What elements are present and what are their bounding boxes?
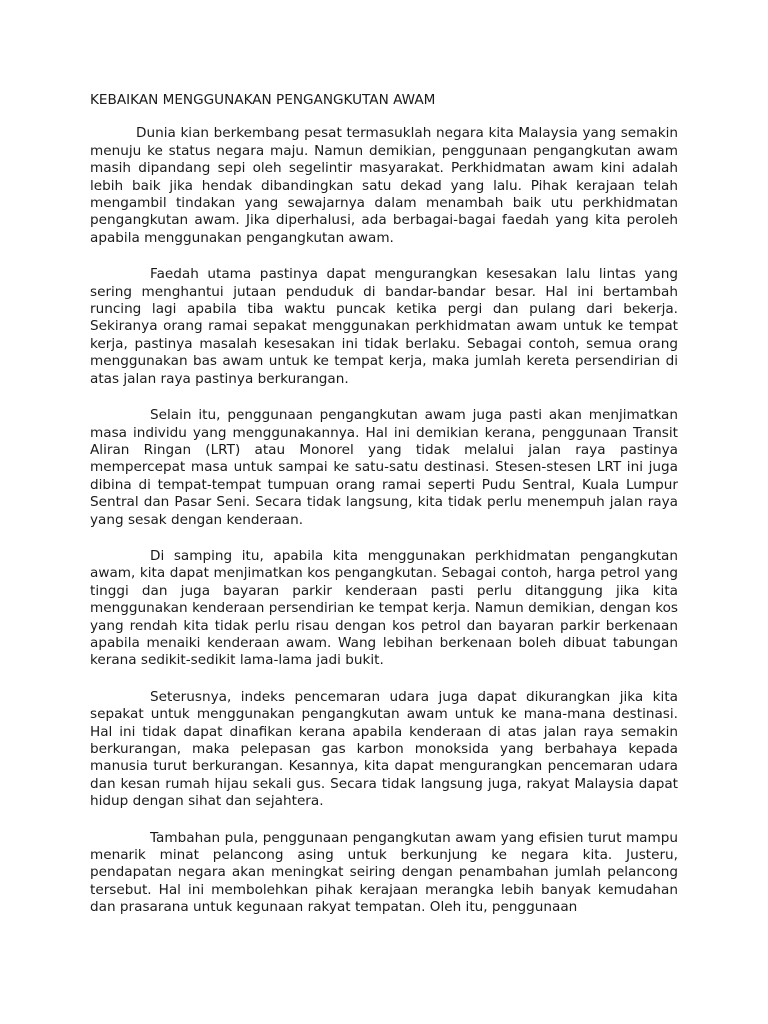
- paragraph-tourism: Tambahan pula, penggunaan pengangkutan awam yang efisien turut mampu menarik minat pelancong asing untuk berkunjung ke negara kita. Justeru, pendapatan negara akan meningkat seiring dengan penambahan jumlah pelancong tersebut. Hal ini membolehkan pihak kerajaan merangka lebih banyak kemudahan dan prasarana untuk kegunaan rakyat tempatan. Oleh itu, penggunaan: [90, 829, 678, 916]
- paragraph-air-pollution: Seterusnya, indeks pencemaran udara juga dapat dikurangkan jika kita sepakat untuk menggunakan pengangkutan awam untuk ke mana-mana destinasi. Hal ini tidak dapat dinafikan kerana apabila kenderaan di atas jalan raya semakin berkurangan, maka pelepasan gas karbon monoksida yang berbahaya kepada manusia turut berkurangan. Kesannya, kita dapat mengurangkan pencemaran udara dan kesan rumah hijau sekali gus. Secara tidak langsung juga, rakyat Malaysia dapat hidup dengan sihat dan sejahtera.: [90, 688, 678, 810]
- document-page: [90, 92, 678, 936]
- paragraph-introduction: Dunia kian berkembang pesat termasuklah negara kita Malaysia yang semakin menuju ke status negara maju. Namun demikian, penggunaan pengangkutan awam masih dipandang sepi oleh segelintir masyarakat. Perkhidmatan awam kini adalah lebih baik jika hendak dibandingkan satu dekad yang lalu. Pihak kerajaan telah mengambil tindakan yang sewajarnya dalam menambah baik utu perkhidmatan pengangkutan awam. Jika diperhalusi, ada berbagai-bagai faedah yang kita peroleh apabila menggunakan pengangkutan awam.: [90, 125, 678, 246]
- paragraph-traffic-congestion: Faedah utama pastinya dapat mengurangkan kesesakan lalu lintas yang sering menghantui jutaan penduduk di bandar-bandar besar. Hal ini bertambah runcing lagi apabila tiba waktu puncak ketika pergi dan pulang dari bekerja. Sekiranya orang ramai sepakat menggunakan perkhidmatan awam untuk ke tempat kerja, pastinya masalah kesesakan ini tidak berlaku. Sebagai contoh, semua orang menggunakan bas awam untuk ke tempat kerja, maka jumlah kereta persendirian di atas jalan raya pastinya berkurangan.: [90, 266, 678, 387]
- paragraph-cost-saving: Di samping itu, apabila kita menggunakan perkhidmatan pengangkutan awam, kita dapat menjimatkan kos pengangkutan. Sebagai contoh, harga petrol yang tinggi dan juga bayaran parkir kenderaan pasti perlu ditanggung jika kita menggunakan kenderaan persendirian ke tempat kerja. Namun demikian, dengan kos yang rendah kita tidak perlu risau dengan kos petrol dan bayaran parkir berkenaan apabila menaiki kenderaan awam. Wang lebihan berkenaan boleh dibuat tabungan kerana sedikit-sedikit lama-lama jadi bukit.: [90, 547, 678, 669]
- paragraph-time-saving: Selain itu, penggunaan pengangkutan awam juga pasti akan menjimatkan masa individu yang menggunakannya. Hal ini demikian kerana, penggunaan Transit Aliran Ringan (LRT) atau Monorel yang tidak melalui jalan raya pastinya mempercepat masa untuk sampai ke satu-satu destinasi. Stesen-stesen LRT ini juga dibina di tempat-tempat tumpuan orang ramai seperti Pudu Sentral, Kuala Lumpur Sentral dan Pasar Seni. Secara tidak langsung, kita tidak perlu menempuh jalan raya yang sesak dengan kenderaan.: [90, 407, 678, 528]
- document-title: KEBAIKAN MENGGUNAKAN PENGANGKUTAN AWAM: [90, 92, 436, 108]
